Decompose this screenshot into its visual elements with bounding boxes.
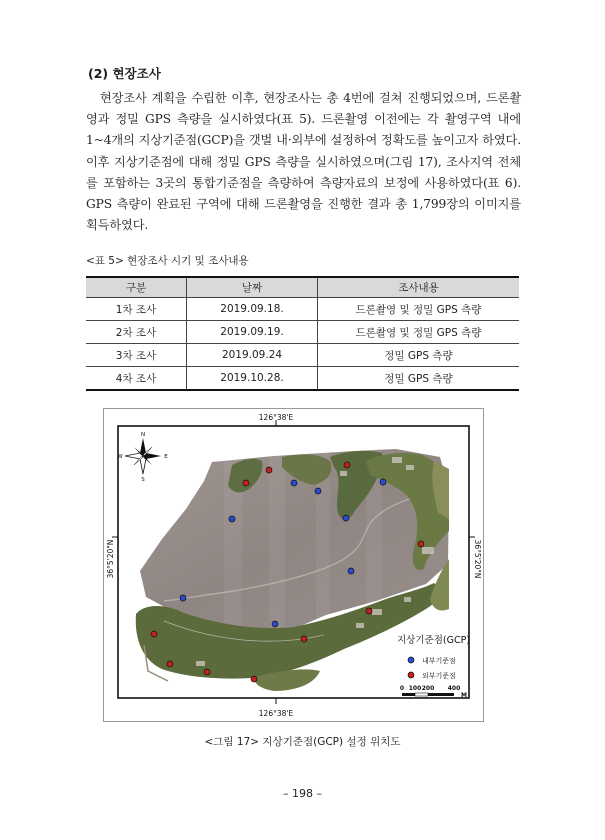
gcp-inner-point	[315, 488, 321, 494]
gcp-inner-point	[343, 515, 349, 521]
cell-category: 1차 조사	[86, 298, 187, 321]
cell-category: 2차 조사	[86, 321, 187, 344]
body-paragraph: 현장조사 계획을 수립한 이후, 현장조사는 총 4번에 걸쳐 진행되었으며, 드론촬영과 정밀 GPS 측량을 실시하였다(표 5). 드론촬영 이전에는 각 촬영구역 내에 1~4개의 지상기준점(GCP)을 갯벌 내·외부에 설정하여 정확도를 높이고자 하였다. 이후 지상기준점에 대해 정밀 GPS 측량을 실시하였으며(그림 17), 조사지역 전체를 포함하는 3곳의 통합기준점을 측량하여 측량자료의 보정에 사용하였다(표 6). GPS 측량이 완료된 구역에 대해 드론촬영을 진행한 결과 총 1,799장의 이미지를 획득하였다.	[86, 91, 521, 233]
gcp-inner-point	[380, 479, 386, 485]
gcp-inner-point	[291, 480, 297, 486]
table-row	[86, 367, 519, 391]
gcp-outer-point	[418, 541, 424, 547]
table-header-row	[86, 277, 519, 298]
legend-inner-label: 내부기준점	[422, 657, 456, 665]
gcp-inner-point	[348, 568, 354, 574]
cell-date: 2019.09.24	[187, 344, 318, 367]
cell-content: 드론촬영 및 정밀 GPS 측량	[318, 321, 520, 344]
table-row	[86, 298, 519, 321]
coord-label-right: 36°5'20"N	[473, 539, 482, 579]
cell-content: 정밀 GPS 측량	[318, 344, 520, 367]
compass-e: E	[164, 454, 168, 460]
cell-content: 정밀 GPS 측량	[318, 367, 520, 391]
gcp-outer-point	[301, 636, 307, 642]
compass-s: S	[141, 477, 145, 483]
legend-outer-marker	[408, 672, 414, 678]
gcp-outer-point	[204, 669, 210, 675]
gcp-outer-point	[251, 676, 257, 682]
scale-tick-0: 0	[399, 685, 405, 692]
header-date: 날짜	[187, 277, 318, 298]
scale-tick-400: 400	[447, 685, 461, 692]
gcp-outer-point	[266, 467, 272, 473]
gcp-outer-point	[243, 480, 249, 486]
header-category: 구분	[86, 277, 187, 298]
cell-date: 2019.10.28.	[187, 367, 318, 391]
gcp-inner-point	[272, 621, 278, 627]
gcp-inner-point	[180, 595, 186, 601]
gcp-outer-point	[151, 631, 157, 637]
cell-category: 4차 조사	[86, 367, 187, 391]
scale-tick-100: 100	[408, 685, 422, 692]
gcp-outer-point	[366, 608, 372, 614]
table-row	[86, 344, 519, 367]
legend-title: 지상기준점(GCP)	[397, 635, 471, 646]
scale-unit: M	[461, 692, 467, 699]
table-row	[86, 321, 519, 344]
figure-caption: <그림 17> 지상기준점(GCP) 설정 위치도	[204, 736, 401, 748]
compass-w: W	[117, 454, 123, 460]
coord-label-top: 126°38'E	[258, 413, 294, 422]
cell-category: 3차 조사	[86, 344, 187, 367]
gcp-inner-point	[229, 516, 235, 522]
page-number: – 198 –	[283, 787, 322, 800]
coord-label-bottom: 126°38'E	[258, 709, 294, 718]
table-caption: <표 5> 현장조사 시기 및 조사내용	[86, 255, 249, 267]
gcp-location-map	[103, 408, 484, 722]
legend-outer-label: 외부기준점	[422, 672, 456, 680]
cell-content: 드론촬영 및 정밀 GPS 측량	[318, 298, 520, 321]
scale-tick-200: 200	[421, 685, 435, 692]
header-content: 조사내용	[318, 277, 520, 298]
survey-schedule-table	[86, 276, 519, 391]
coord-label-left: 36°5'20"N	[106, 539, 115, 579]
cell-date: 2019.09.19.	[187, 321, 318, 344]
compass-n: N	[140, 432, 146, 438]
cell-date: 2019.09.18.	[187, 298, 318, 321]
legend-inner-marker	[408, 657, 414, 663]
gcp-outer-point	[167, 661, 173, 667]
section-heading: (2) 현장조사	[88, 66, 161, 81]
gcp-outer-point	[344, 462, 350, 468]
